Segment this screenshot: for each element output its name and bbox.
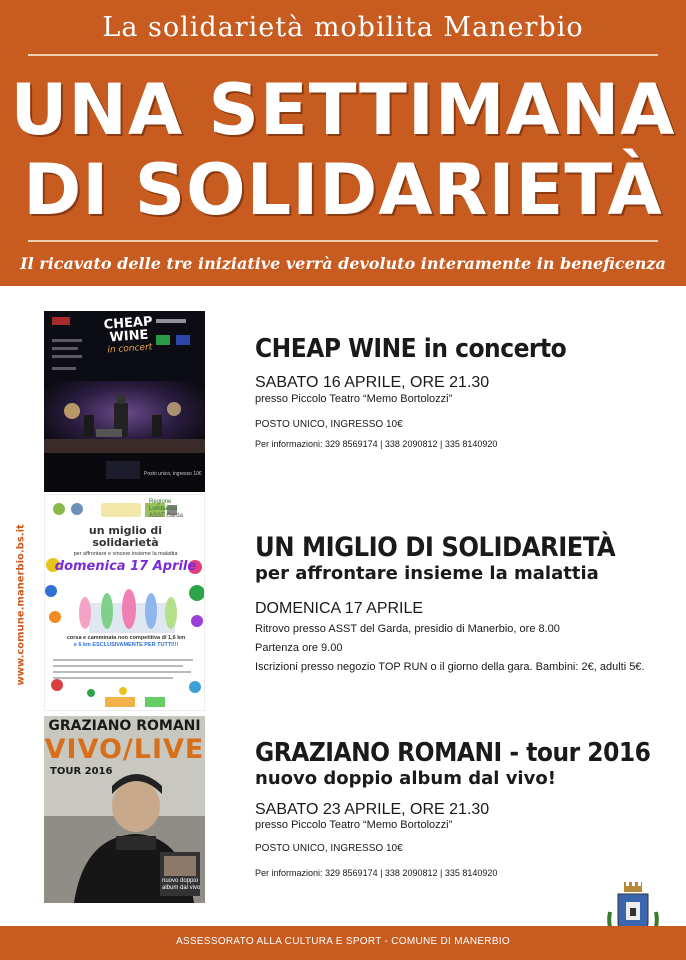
- cheap-wine-logo-line-3: in concert: [107, 342, 153, 356]
- miglio-details-line-1: corsa e camminata non competitiva di 1,6 km: [66, 635, 186, 641]
- event-3-ticket: POSTO UNICO, INGRESSO 10€: [255, 843, 403, 854]
- header-divider-top: [28, 54, 658, 56]
- album-badge: [162, 878, 202, 892]
- event-1-title: CHEAP WINE in concerto: [255, 334, 567, 364]
- header-divider-bottom: [28, 240, 658, 242]
- miglio-details: [51, 635, 201, 649]
- tour-label: TOUR 2016: [50, 766, 113, 777]
- poster-cheap-wine: [44, 311, 205, 492]
- event-2-title: UN MIGLIO DI SOLIDARIETÀ: [255, 532, 616, 563]
- miglio-fine-print: [53, 655, 197, 685]
- cheap-wine-logo: [103, 315, 156, 357]
- event-cheap-wine: [255, 334, 670, 449]
- miglio-heading: [45, 525, 205, 549]
- event-3-place: presso Piccolo Teatro “Memo Bortolozzi”: [255, 819, 453, 831]
- event-3-subtitle: nuovo doppio album dal vivo!: [255, 768, 556, 789]
- miglio-heading-line-2: solidarietà: [92, 536, 159, 549]
- vivo-live-logo: VIVO/LIVE: [44, 734, 205, 765]
- miglio-date: domenica 17 Aprile: [54, 559, 197, 574]
- side-url[interactable]: [6, 524, 27, 690]
- event-1-place: presso Piccolo Teatro “Memo Bortolozzi”: [255, 393, 453, 405]
- cheap-wine-logo-line-2: WINE: [109, 327, 149, 346]
- tagline: La solidarietà mobilita Manerbio: [102, 12, 584, 43]
- footer-bar: [0, 926, 686, 960]
- miglio-tagline: per affrontare e vincere insieme la malattia: [73, 551, 178, 557]
- miglio-details-line-2: e 6 km ESCLUSIVAMENTE PER TUTTI!!!: [73, 642, 179, 648]
- event-3-info: Per informazioni: 329 8569174 | 338 2090812 | 335 8140920: [255, 868, 498, 878]
- event-3-date: SABATO 23 APRILE, ORE 21.30: [255, 801, 490, 818]
- event-2-date: DOMENICA 17 APRILE: [255, 600, 424, 617]
- poster-1-footer: Posto unico, ingresso 10€: [144, 471, 202, 477]
- lombardia-label: Lombardia: [149, 506, 178, 512]
- regione-label: Regione: [149, 499, 172, 505]
- title-line-1: UNA SETTIMANA: [10, 69, 676, 151]
- side-url-text[interactable]: www.comune.manerbio.bs.it: [15, 524, 27, 686]
- event-2-place: Ritrovo presso ASST del Garda, presidio di Manerbio, ore 8.00: [255, 623, 560, 635]
- event-un-miglio: [255, 532, 670, 673]
- cheap-wine-logo-line-1: CHEAP: [103, 314, 153, 333]
- poster-un-miglio: [44, 494, 205, 711]
- footer-text: ASSESSORATO ALLA CULTURA E SPORT - COMUNE DI MANERBIO: [176, 936, 510, 947]
- miglio-heading-line-1: un miglio di: [88, 524, 163, 537]
- event-1-date: SABATO 16 APRILE, ORE 21.30: [255, 374, 490, 391]
- garda-label: Garda: [166, 513, 183, 519]
- event-1-ticket: POSTO UNICO, INGRESSO 10€: [255, 419, 403, 430]
- event-2-start: Partenza ore 9.00: [255, 642, 343, 654]
- asst-garda-label: [149, 513, 205, 520]
- event-2-subtitle: per affrontare insieme la malattia: [255, 563, 599, 584]
- title-line-2: DI SOLIDARIETÀ: [23, 149, 663, 231]
- event-graziano-romani: [255, 738, 670, 878]
- header-banner: [0, 0, 686, 286]
- asst-label: ASST: [149, 513, 165, 519]
- event-1-info: Per informazioni: 329 8569174 | 338 2090812 | 335 8140920: [255, 439, 498, 449]
- album-badge-line-2: album dal vivo: [162, 885, 201, 891]
- event-2-registration: Iscrizioni presso negozio TOP RUN o il giorno della gara. Bambini: 2€, adulti 5€.: [255, 661, 645, 673]
- poster-graziano-romani: [44, 716, 205, 903]
- romani-name: GRAZIANO ROMANI: [48, 718, 201, 734]
- event-3-title: GRAZIANO ROMANI - tour 2016: [255, 738, 651, 768]
- header-subtitle: Il ricavato delle tre iniziative verrà devoluto interamente in beneficenza: [20, 254, 666, 273]
- album-badge-line-1: nuovo doppio: [162, 878, 199, 884]
- regione-lombardia-logo: [149, 499, 205, 520]
